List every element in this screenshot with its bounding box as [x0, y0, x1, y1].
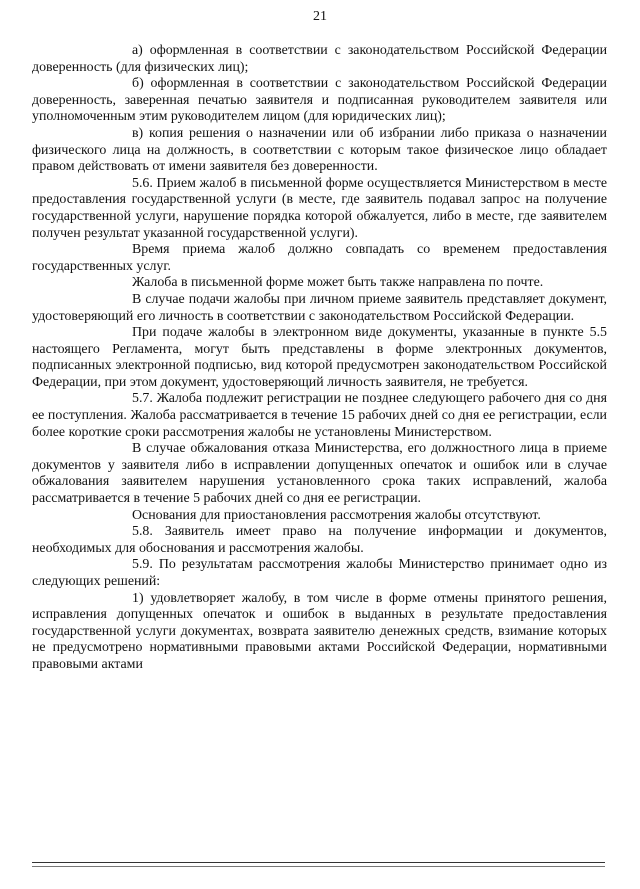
paragraph-mail: Жалоба в письменной форме может быть также направлена по почте.	[132, 275, 544, 291]
paragraph-5-9: 5.9. По результатам рассмотрения жалобы Министерство принимает одно из следующих решений:	[32, 557, 607, 589]
paragraph-refusal-appeal: В случае обжалования отказа Министерства, его должностного лица в приеме документов у заявителя либо в исправлении допущенных опечаток и ошибок или в случае обжалования заявителем нарушения установленного срока таких исправлений, жалоба рассматривается в течение 5 рабочих дней со дня ее регистрации.	[32, 441, 607, 507]
paragraph-v: в) копия решения о назначении или об избрании либо приказа о назначении физического лица на должность, в соответствии с которым такое физическое лицо обладает правом действовать от имени заявителя без доверенности.	[32, 125, 607, 175]
paragraph-5-6: 5.6. Прием жалоб в письменной форме осуществляется Министерством в месте предоставления государственной услуги (в месте, где заявитель подавал запрос на получение государственной услуги, нарушение порядка которой обжалуется, либо в месте, где заявителем получен результат указанной государственной услуги).	[32, 175, 607, 241]
paragraph-no-suspension: Основания для приостановления рассмотрения жалобы отсутствуют.	[132, 507, 541, 523]
bottom-divider-secondary	[32, 866, 605, 867]
body-text	[32, 43, 607, 674]
paragraph-5-8: 5.8. Заявитель имеет право на получение информации и документов, необходимых для обоснования и рассмотрения жалобы.	[32, 524, 607, 556]
paragraph-personal-reception: В случае подачи жалобы при личном приеме заявитель представляет документ, удостоверяющий его личность в соответствии с законодательством Российской Федерации.	[32, 291, 607, 324]
paragraph-electronic: При подаче жалобы в электронном виде документы, указанные в пункте 5.5 настоящего Регламента, могут быть представлены в форме электронных документов, подписанных электронной подписью, вид которой предусмотрен законодательством Российской Федерации, при этом документ, удостоверяющий личность заявителя, не требуется.	[32, 325, 607, 390]
paragraph-5-7: 5.7. Жалоба подлежит регистрации не позднее следующего рабочего дня со дня ее поступления. Жалоба рассматривается в течение 15 рабочих дней со дня ее регистрации, если более короткие сроки рассмотрения жалобы не установлены Министерством.	[32, 391, 607, 440]
bottom-divider	[32, 862, 605, 863]
page-number: 21	[313, 9, 327, 24]
paragraph-decision-1: 1) удовлетворяет жалобу, в том числе в форме отмены принятого решения, исправления допущенных опечаток и ошибок в выданных в результате предоставления государственной услуги документах, возврата заявителю денежных средств, взимание которых не предусмотрено нормативными правовыми актами Российской Федерации, нормативными правовыми актами	[32, 590, 607, 672]
paragraph-a: а) оформленная в соответствии с законодательством Российской Федерации доверенность (для физических лиц);	[32, 43, 607, 75]
paragraph-b: б) оформленная в соответствии с законодательством Российской Федерации доверенность, заверенная печатью заявителя и подписанная руководителем заявителя или уполномоченным этим руководителем лицом (для юридических лиц);	[32, 76, 607, 125]
paragraph-reception-time: Время приема жалоб должно совпадать со временем предоставления государственных услуг.	[32, 242, 607, 274]
